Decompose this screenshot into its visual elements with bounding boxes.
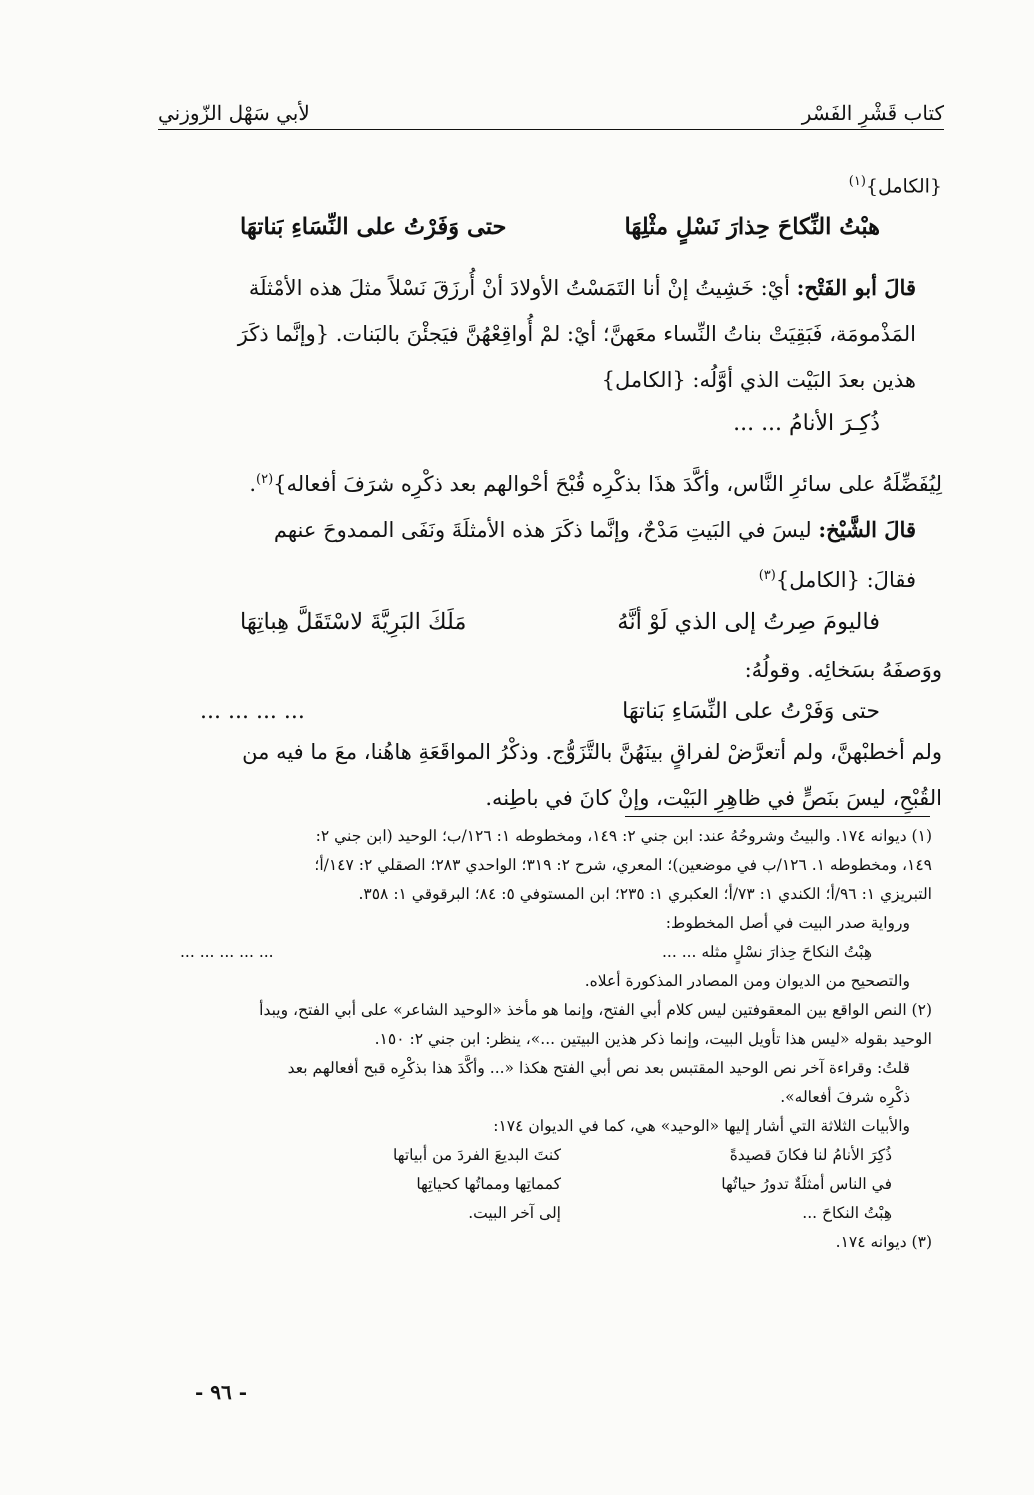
verse-2 xyxy=(180,608,942,635)
footnote-ref-3[interactable]: (٣) xyxy=(758,567,776,583)
verse-hemistich-right: فاليومَ صِرتُ إلى الذي لَوْ أنَّهُ xyxy=(617,608,880,635)
running-header xyxy=(158,88,944,130)
verse-3 xyxy=(180,701,942,723)
footnote-divider xyxy=(625,816,930,817)
verse-hemistich-right: حتى وَفَرْتُ على النِّسَاءِ بَناتهَا xyxy=(622,699,880,725)
meter-label: {الكامل}$^{(١)}$ xyxy=(848,174,942,198)
commentary-shaykh: قالَ الشَّيْخ: ليسَ في البَيتِ مَدْحٌ، وإنَّما ذكَرَ هذه الأمثلَةَ ونَفَى الممدوحَ عنهم فقالَ: {الكامل}$^{(٣)}$ xyxy=(273,516,916,592)
footnote-1: (١) ديوانه ١٧٤. والبيتُ وشروحُهُ عند: ابن جني ٢: ١٤٩، ومخطوطه ١: ١٢٦/ب؛ الوحيد (ابن جني ٢: ١٤٩، ومخطوطه ١. ١٢٦/ب في موضعين)؛ المعري، شرح ٢: ٣١٩؛ الواحدي ٢٨٣؛ الصقلي ٢: ١٤٧/أ؛ التبريزي ١: ٩٦/أ؛ الكندي ١: ٧٣/أ؛ العكبري ١: ٢٣٥؛ ابن المستوفي ٥: ٨٤؛ البرقوقي ١: ٣٥٨. xyxy=(314,827,932,903)
verse-hemistich-right: هبْتُ النِّكاحَ حِذارَ نَسْلٍ مثْلِهَا xyxy=(624,214,880,241)
main-text xyxy=(180,175,942,821)
footnote-ref-2[interactable]: (٢) xyxy=(256,471,274,487)
footnote-variant-verse: هِبْتُ النكاحَ حِذارَ نسْلٍ مثله ... ... ... ... ... ... ... xyxy=(180,943,872,961)
commentary-line: ووَصفَهُ بسَخائِه. وقولُهُ: xyxy=(744,658,942,683)
speaker-label: قالَ أبو الفَتْح: xyxy=(796,274,916,300)
quoted-verse: ذُكِـرَ الأنامُ ... ... xyxy=(733,410,880,436)
book-title: كتاب قَشْرِ الفَسْر xyxy=(801,101,944,125)
verse-1 xyxy=(180,216,942,239)
author-name: لأبي سَهْل الزّوزني xyxy=(158,101,310,125)
verse-hemistich-left: ... ... ... ... xyxy=(200,699,305,725)
footnote-verses: ذُكِرَ الأنامُ لنا فكانَ قصيدةً كنتَ البديعَ الفردَ من أبياتها في الناس أمثلَةٌ تدورُ حياتُها كمماتِها ومماتُها كحياتِها هِبْتُ النكاحَ ... إلى آخر البيت. xyxy=(392,1146,892,1222)
speaker-label: قالَ الشَّيْخ: xyxy=(818,516,916,542)
commentary-final: ولم أخطبْهنَّ، ولم أتعرَّضْ لفراقٍ بينَهُنَّ بالتَّزَوُّج. وذكْرُ المواقَعَةِ هاهُنا، معَ ما فيه من القُبْحِ، ليسَ بنَصٍّ في ظاهِرِ البَيْت، وإنْ كانَ في باطِنه. xyxy=(242,740,942,811)
footnote-ref-1[interactable]: (١) xyxy=(848,174,866,189)
footnotes: (١) ديوانه ١٧٤. والبيتُ وشروحُهُ عند: ابن جني ٢: ١٤٩، ومخطوطه ١: ١٢٦/ب؛ الوحيد (ابن جني ٢: ١٤٩، ومخطوطه ١. ١٢٦/ب في موضعين)؛ المعري، شرح ٢: ٣١٩؛ الواحدي ٢٨٣؛ الصقلي ٢: ١٤٧/أ؛ التبريزي ١: ٩٦/أ؛ الكندي ١: ٧٣/أ؛ العكبري ١: ٢٣٥؛ ابن المستوفي ٥: ٨٤؛ البرقوقي ١: ٣٥٨. ورواية صدر البيت في أصل المخطوط: هِبْتُ النكاحَ حِذارَ نسْلٍ مثله ... ... ... ... ... ... ... والتصحيح من الديوان ومن المصادر المذكورة أعلاه. (٢) النص الواقع بين المعقوفتين ليس كلام أبي الفتح، وإنما هو مأخذ «الوحيد الشاعر» على أبي الفتح، ويبدأ الوحيد بقوله «ليس هذا تأويل البيت، وإنما ذكر هذين البيتين ...»، ينظر: ابن جني ٢: ١٥٠. قلتُ: وقراءة آخر نص الوحيد المقتبس بعد نص أبي الفتح هكذا «... وأكَّدَ هذا بذكْرِه قبح أفعالهم بعد ذكْرِه شرفَ أفعاله». والأبيات الثلاثة التي أشار إليها «الوحيد» هي، كما في الديوان ١٧٤: ذُكِرَ الأنامُ لنا فكانَ قصيدةً كنتَ البديعَ الفردَ من أبياتها في الناس أمثلَةٌ تدورُ حياتُها كمماتِها ومماتُها كحياتِها هِبْتُ النكاحَ ... إلى آخر البيت. (٣) ديوانه ١٧٤. xyxy=(170,822,932,1257)
verse-hemistich-left: مَلَكَ البَرِيَّةَ لاسْتَقَلَّ هِباتِهَا xyxy=(240,608,467,635)
page-number: - ٩٦ - xyxy=(195,1380,248,1404)
commentary-continued: لِيُفَضِّلَهُ على سائرِ النَّاس، وأكَّدَ هذَا بذكْرِه قُبْحَ أحْوالهم بعد ذكْرِه شرَفَ أفعاله}$^{(٢)}$. xyxy=(249,471,942,496)
verse-hemistich-left: حتى وَفَرْتُ على النِّسَاءِ بَناتهَا xyxy=(240,214,507,241)
commentary-abu-alfath: قالَ أبو الفَتْح: أيْ: خَشِيتُ إنْ أنا التَمَسْتُ الأولادَ أنْ أُرزَقَ نَسْلاً مثلَ هذه الأمْثلَة المَذْمومَة، فَبَقِيَتْ بناتُ النِّساء معَهنَّ؛ أيْ: لمْ أُواقِعْهُنَّ فيَجئْنَ بالبَنات. {وإنَّما ذكَرَ هذين بعدَ البَيْت الذي أوَّلُه: {الكامل} xyxy=(237,274,916,392)
footnote-2: (٢) النص الواقع بين المعقوفتين ليس كلام أبي الفتح، وإنما هو مأخذ «الوحيد الشاعر» على أبي الفتح، ويبدأ الوحيد بقوله «ليس هذا تأويل البيت، وإنما ذكر هذين البيتين ...»، ينظر: ابن جني ٢: ١٥٠. xyxy=(259,1001,932,1048)
footnote-3: (٣) ديوانه ١٧٤. xyxy=(835,1233,932,1251)
